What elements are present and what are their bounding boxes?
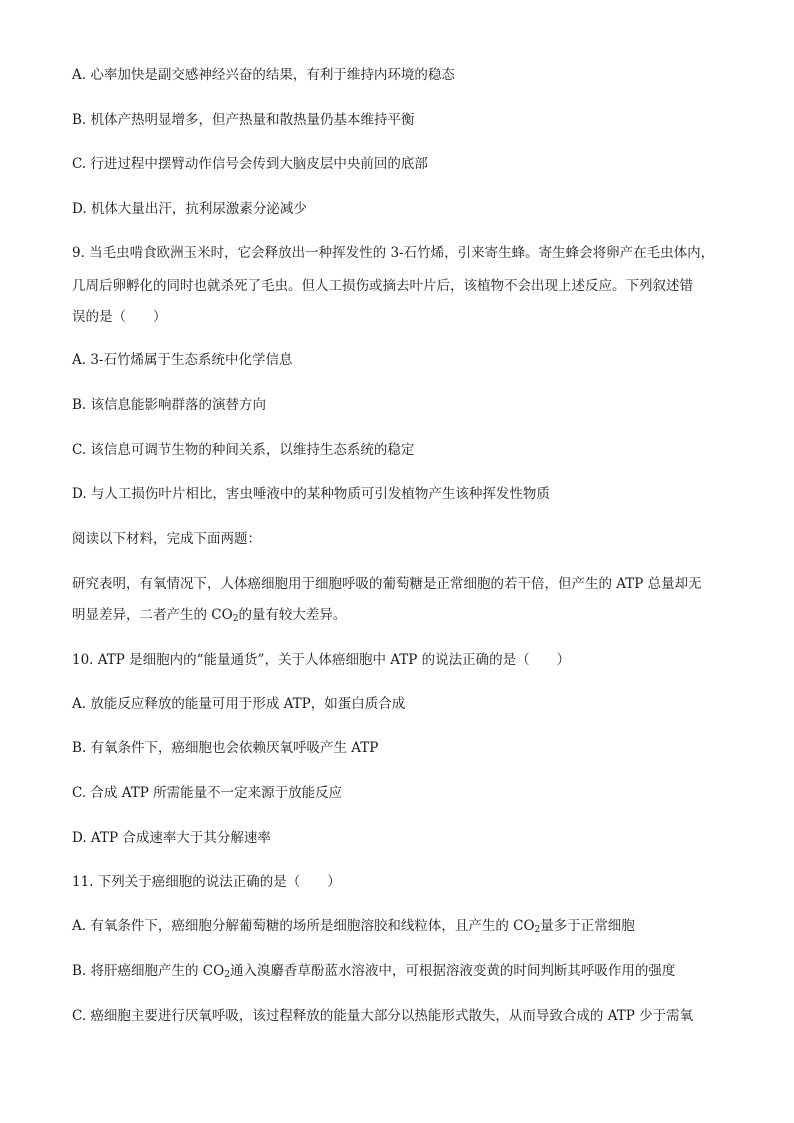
q9-stem-line-3: 误的是（ ）: [72, 309, 167, 325]
q9-option-c: C. 该信息可调节生物的种间关系，以维持生态系统的稳定: [72, 442, 415, 458]
q9-option-b: B. 该信息能影响群落的演替方向: [72, 397, 267, 413]
q8-option-a: A. 心率加快是副交感神经兴奋的结果，有利于维持内环境的稳态: [72, 67, 455, 83]
material-intro: 阅读以下材料，完成下面两题：: [72, 531, 261, 547]
q9-option-a: A. 3-石竹烯属于生态系统中化学信息: [72, 352, 293, 368]
q9-stem-line-1: 9. 当毛虫啃食欧洲玉米时，它会释放出一种挥发性的 3-石竹烯，引来寄生蜂。寄生蜂会将卵产在毛虫体内，: [72, 245, 715, 261]
q11-stem: 11. 下列关于癌细胞的说法正确的是（ ）: [72, 874, 341, 890]
q11-option-b: B. 将肝癌细胞产生的 $CO_2$通入溴麝香草酚蓝水溶液中，可根据溶液变黄的时间判断其呼吸作用的强度: [72, 963, 676, 980]
q10-option-d: D. ATP 合成速率大于其分解速率: [72, 830, 271, 846]
q8-option-c: C. 行进过程中摆臂动作信号会传到大脑皮层中央前回的底部: [72, 156, 428, 172]
q9-stem-line-2: 几周后卵孵化的同时也就杀死了毛虫。但人工损伤或摘去叶片后，该植物不会出现上述反应。下列叙述错: [72, 278, 693, 294]
q10-option-b: B. 有氧条件下，癌细胞也会依赖厌氧呼吸产生 ATP: [72, 740, 379, 756]
q10-option-c: C. 合成 ATP 所需能量不一定来源于放能反应: [72, 785, 343, 801]
q8-option-b: B. 机体产热明显增多，但产热量和散热量仍基本维持平衡: [72, 112, 415, 128]
q10-stem: 10. ATP 是细胞内的“能量通货”，关于人体癌细胞中 ATP 的说法正确的是（ ）: [72, 652, 571, 668]
material-line-1: 研究表明，有氧情况下，人体癌细胞用于细胞呼吸的葡萄糖是正常细胞的若干倍，但产生的 ATP 总量却无: [72, 576, 702, 592]
q8-option-d: D. 机体大量出汗，抗利尿激素分泌减少: [72, 201, 307, 217]
q11-option-a: A. 有氧条件下，癌细胞分解葡萄糖的场所是细胞溶胶和线粒体，且产生的 $CO_2$量多于正常细胞: [72, 918, 635, 935]
material-line-2: 明显差异，二者产生的 $CO_2$的量有较大差异。: [72, 607, 347, 624]
q9-option-d: D. 与人工损伤叶片相比，害虫唾液中的某种物质可引发植物产生该种挥发性物质: [72, 486, 550, 502]
q11-option-c: C. 癌细胞主要进行厌氧呼吸，该过程释放的能量大部分以热能形式散失，从而导致合成的 ATP 少于需氧: [72, 1008, 694, 1024]
q10-option-a: A. 放能反应释放的能量可用于形成 ATP，如蛋白质合成: [72, 696, 406, 712]
